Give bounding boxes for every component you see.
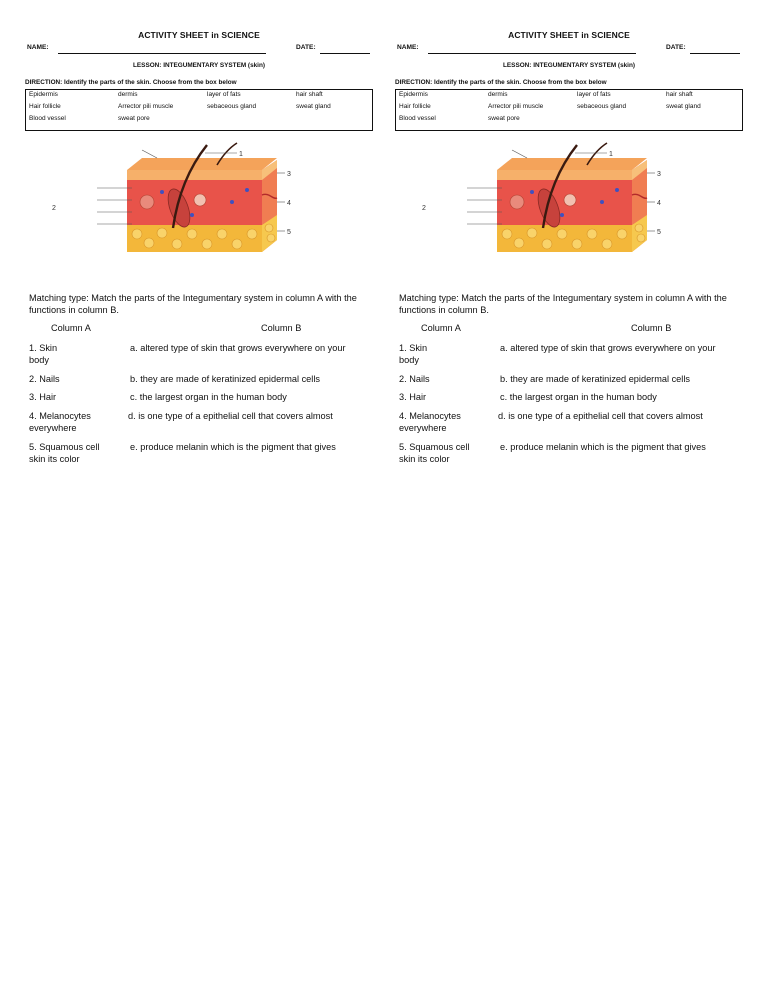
name-blank-line[interactable]	[58, 53, 266, 54]
word-box-term: hair shaft	[666, 91, 693, 98]
activity-sheet-left	[23, 0, 375, 480]
column-a-item: 3. Hair	[399, 392, 427, 402]
column-a-item: everywhere	[29, 423, 77, 433]
matching-instructions: Matching type: Match the parts of the Integumentary system in column A with the functions in column B.	[29, 293, 357, 315]
column-a-item: 4. Melanocytes	[399, 411, 461, 421]
direction-text: DIRECTION: Identify the parts of the skin. Choose from the box below	[25, 79, 237, 86]
column-b-item: a. altered type of skin that grows everywhere on your	[130, 343, 346, 353]
date-blank-line[interactable]	[690, 53, 740, 54]
column-b-item: b. they are made of keratinized epidermal cells	[500, 374, 690, 384]
word-box-term: sweat gland	[666, 103, 701, 110]
column-a-item: 4. Melanocytes	[29, 411, 91, 421]
word-box-term: Epidermis	[29, 91, 58, 98]
name-date-row	[397, 44, 743, 56]
column-b-item: e. produce melanin which is the pigment that gives	[130, 442, 336, 452]
name-label: NAME:	[27, 44, 49, 51]
column-b-item: d. is one type of a epithelial cell that covers almost	[128, 411, 333, 421]
column-b-item: a. altered type of skin that grows everywhere on your	[500, 343, 716, 353]
column-a-item: 3. Hair	[29, 392, 57, 402]
name-blank-line[interactable]	[428, 53, 636, 54]
word-box	[395, 89, 743, 131]
lesson-title: LESSON: INTEGUMENTARY SYSTEM (skin)	[133, 62, 265, 69]
diagram-label: 4	[287, 200, 291, 207]
diagram-label: 5	[657, 229, 661, 236]
activity-sheet-right	[393, 0, 745, 480]
word-box-term: Blood vessel	[29, 115, 66, 122]
column-a-item: body	[29, 355, 49, 365]
diagram-label: 1	[609, 151, 613, 158]
column-b-header: Column B	[261, 323, 302, 333]
column-a-item: 2. Nails	[399, 374, 430, 384]
diagram-label: 2	[52, 205, 56, 212]
word-box-term: Hair follicle	[399, 103, 431, 110]
diagram-label: 1	[239, 151, 243, 158]
date-blank-line[interactable]	[320, 53, 370, 54]
column-a-item: everywhere	[399, 423, 447, 433]
column-a-item: 1. Skin	[29, 343, 58, 353]
skin-cross-section-diagram	[52, 140, 307, 265]
column-b-item: b. they are made of keratinized epidermal cells	[130, 374, 320, 384]
word-box-term: sebaceous gland	[577, 103, 627, 110]
name-label: NAME:	[397, 44, 419, 51]
column-a-item: skin its color	[399, 454, 450, 464]
column-a-item: skin its color	[29, 454, 80, 464]
column-b-item: e. produce melanin which is the pigment that gives	[500, 442, 706, 452]
column-a-item: 1. Skin	[399, 343, 428, 353]
column-b-item: c. the largest organ in the human body	[130, 392, 287, 402]
word-box-term: sweat gland	[296, 103, 331, 110]
column-a-item: body	[399, 355, 419, 365]
sheet-title: ACTIVITY SHEET in SCIENCE	[138, 30, 260, 40]
word-box-term: sweat pore	[488, 115, 520, 122]
word-box-term: Arrector pili muscle	[488, 103, 544, 110]
name-date-row	[27, 44, 373, 56]
word-box	[25, 89, 373, 131]
diagram-label: 3	[657, 171, 661, 178]
lesson-title: LESSON: INTEGUMENTARY SYSTEM (skin)	[503, 62, 635, 69]
word-box-term: Blood vessel	[399, 115, 436, 122]
date-label: DATE:	[666, 44, 686, 51]
word-box-term: Arrector pili muscle	[118, 103, 174, 110]
column-a-item: 5. Squamous cell	[399, 442, 470, 452]
direction-text: DIRECTION: Identify the parts of the skin. Choose from the box below	[395, 79, 607, 86]
word-box-term: sebaceous gland	[207, 103, 257, 110]
column-b-item: c. the largest organ in the human body	[500, 392, 657, 402]
sheet-title: ACTIVITY SHEET in SCIENCE	[508, 30, 630, 40]
date-label: DATE:	[296, 44, 316, 51]
diagram-label: 2	[422, 205, 426, 212]
word-box-term: dermis	[488, 91, 508, 98]
word-box-term: hair shaft	[296, 91, 323, 98]
column-b-header: Column B	[631, 323, 672, 333]
diagram-label: 5	[287, 229, 291, 236]
word-box-term: layer of fats	[207, 91, 241, 98]
diagram-label: 4	[657, 200, 661, 207]
word-box-term: Hair follicle	[29, 103, 61, 110]
matching-instructions: Matching type: Match the parts of the Integumentary system in column A with the functions in column B.	[399, 293, 727, 315]
skin-cross-section-diagram	[422, 140, 677, 265]
column-a-header: Column A	[421, 323, 461, 333]
word-box-term: dermis	[118, 91, 138, 98]
word-box-term: sweat pore	[118, 115, 150, 122]
word-box-term: Epidermis	[399, 91, 428, 98]
diagram-label: 3	[287, 171, 291, 178]
column-a-item: 2. Nails	[29, 374, 60, 384]
column-a-header: Column A	[51, 323, 91, 333]
column-a-item: 5. Squamous cell	[29, 442, 100, 452]
word-box-term: layer of fats	[577, 91, 611, 98]
column-b-item: d. is one type of a epithelial cell that covers almost	[498, 411, 703, 421]
